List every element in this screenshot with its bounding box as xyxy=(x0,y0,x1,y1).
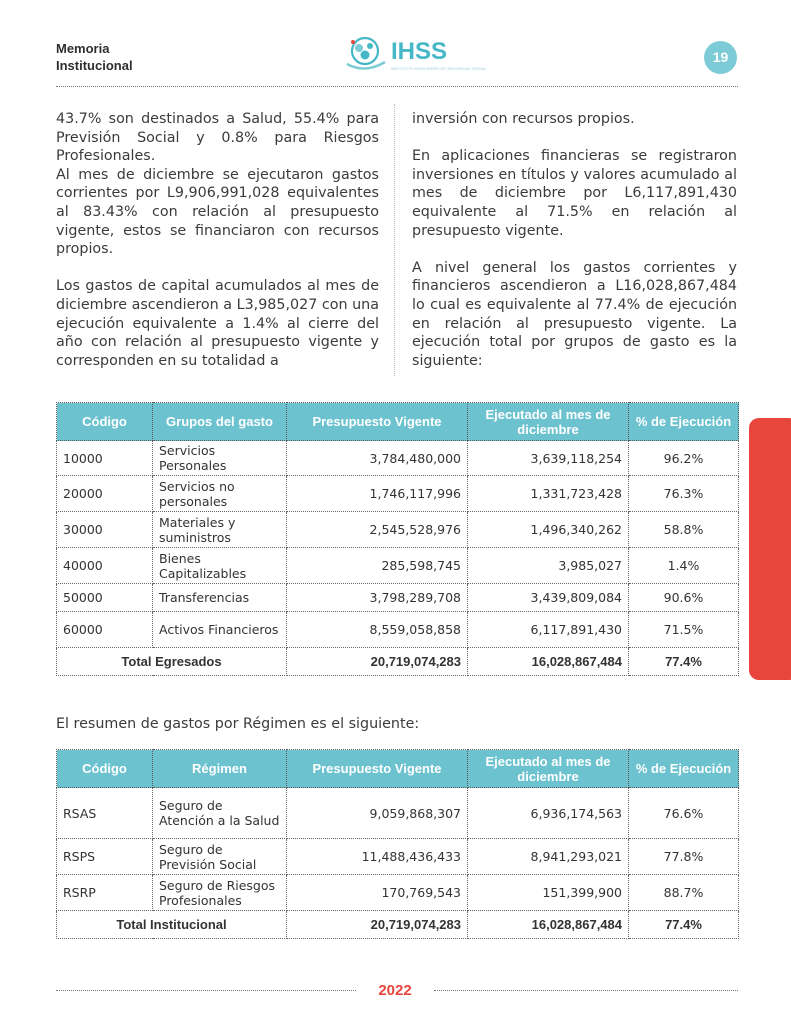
footer-divider-left xyxy=(56,990,356,991)
summary-intro: El resumen de gastos por Régimen es el siguiente: xyxy=(56,716,420,732)
table-header-row xyxy=(57,750,739,788)
regime-cell: Seguro de Riesgos Profesionales xyxy=(153,875,287,911)
percent-cell: 76.6% xyxy=(629,788,739,839)
table-row xyxy=(57,788,739,839)
executed-cell: 3,985,027 xyxy=(468,548,629,584)
budget-cell: 170,769,543 xyxy=(287,875,468,911)
paragraph: 43.7% son destinados a Salud, 55.4% para Previsión Social y 0.8% para Riesgos Profesionales. xyxy=(56,111,379,165)
ihss-emblem-icon xyxy=(343,34,389,74)
code-cell: RSPS xyxy=(57,839,153,875)
total-row xyxy=(57,911,739,939)
paragraph: A nivel general los gastos corrientes y financieros ascendieron a L16,028,867,484 lo cual es equivalente al 77.4% de ejecución en relación al presupuesto vigente. La ejecución total por grupos de gasto es la siguiente: xyxy=(412,259,737,369)
regime-cell: Seguro de Atención a la Salud xyxy=(153,788,287,839)
table-row xyxy=(57,512,739,548)
footer-year: 2022 xyxy=(378,982,412,999)
code-cell: 30000 xyxy=(57,512,153,548)
table-row xyxy=(57,584,739,612)
group-cell: Materiales y suministros xyxy=(153,512,287,548)
code-cell: 20000 xyxy=(57,476,153,512)
percent-cell: 88.7% xyxy=(629,875,739,911)
code-cell: 40000 xyxy=(57,548,153,584)
budget-cell: 1,746,117,996 xyxy=(287,476,468,512)
column-header: Régimen xyxy=(153,750,287,788)
paragraph: Al mes de diciembre se ejecutaron gastos corrientes por L9,906,991,028 equivalentes al 83.43% con relación al presupuesto vigente, estos se financiaron con recursos propios. xyxy=(56,166,379,258)
budget-cell: 3,798,289,708 xyxy=(287,584,468,612)
table-row xyxy=(57,548,739,584)
budget-cell: 285,598,745 xyxy=(287,548,468,584)
budget-cell: 2,545,528,976 xyxy=(287,512,468,548)
paragraph: inversión con recursos propios. xyxy=(412,111,635,127)
header-divider xyxy=(56,86,738,87)
percent-cell: 58.8% xyxy=(629,512,739,548)
executed-cell: 151,399,900 xyxy=(468,875,629,911)
code-cell: 60000 xyxy=(57,612,153,648)
table-row xyxy=(57,612,739,648)
table-row xyxy=(57,476,739,512)
paragraph: En aplicaciones financieras se registraron inversiones en títulos y valores acumulado al mes de diciembre por L6,117,891,430 equivalente al 71.5% en relación al presupuesto vigente. xyxy=(412,148,737,239)
document-title xyxy=(56,40,133,74)
regime-summary-table xyxy=(56,749,739,939)
table-header-row xyxy=(57,403,739,441)
group-cell: Activos Financieros xyxy=(153,612,287,648)
column-header: Código xyxy=(57,750,153,788)
code-cell: 50000 xyxy=(57,584,153,612)
right-text-column xyxy=(412,110,737,389)
total-percent: 77.4% xyxy=(629,648,739,676)
regime-cell: Seguro de Previsión Social xyxy=(153,839,287,875)
document-title-line2: Institucional xyxy=(56,58,133,73)
executed-cell: 1,331,723,428 xyxy=(468,476,629,512)
total-row xyxy=(57,648,739,676)
table-row xyxy=(57,441,739,476)
code-cell: RSRP xyxy=(57,875,153,911)
budget-cell: 8,559,058,858 xyxy=(287,612,468,648)
total-executed: 16,028,867,484 xyxy=(468,911,629,939)
budget-cell: 9,059,868,307 xyxy=(287,788,468,839)
executed-cell: 1,496,340,262 xyxy=(468,512,629,548)
total-percent: 77.4% xyxy=(629,911,739,939)
budget-cell: 11,488,436,433 xyxy=(287,839,468,875)
left-text-column xyxy=(56,110,379,389)
executed-cell: 8,941,293,021 xyxy=(468,839,629,875)
total-executed: 16,028,867,484 xyxy=(468,648,629,676)
column-divider xyxy=(394,104,395,376)
percent-cell: 71.5% xyxy=(629,612,739,648)
code-cell: 10000 xyxy=(57,441,153,476)
percent-cell: 96.2% xyxy=(629,441,739,476)
executed-cell: 3,639,118,254 xyxy=(468,441,629,476)
executed-cell: 6,117,891,430 xyxy=(468,612,629,648)
column-header: Grupos del gasto xyxy=(153,403,287,441)
column-header: Presupuesto Vigente xyxy=(287,750,468,788)
total-budget: 20,719,074,283 xyxy=(287,648,468,676)
group-cell: Servicios Personales xyxy=(153,441,287,476)
column-header: % de Ejecución xyxy=(629,750,739,788)
expense-groups-table xyxy=(56,402,739,676)
logo-subtext: INSTITUTO HONDUREÑO DE SEGURIDAD SOCIAL xyxy=(391,66,487,71)
total-label: Total Egresados xyxy=(57,648,287,676)
paragraph: Los gastos de capital acumulados al mes de diciembre ascendieron a L3,985,027 con una ejecución equivalente a 1.4% al cierre del año con relación al presupuesto vigente y corresponden en su totalidad a xyxy=(56,278,379,369)
group-cell: Servicios no personales xyxy=(153,476,287,512)
table-row xyxy=(57,875,739,911)
total-label: Total Institucional xyxy=(57,911,287,939)
executed-cell: 6,936,174,563 xyxy=(468,788,629,839)
logo-text: IHSS xyxy=(391,38,448,65)
percent-cell: 77.8% xyxy=(629,839,739,875)
percent-cell: 76.3% xyxy=(629,476,739,512)
side-accent-tab xyxy=(749,418,791,680)
code-cell: RSAS xyxy=(57,788,153,839)
group-cell: Transferencias xyxy=(153,584,287,612)
page-number-badge: 19 xyxy=(704,41,737,74)
document-title-line1: Memoria xyxy=(56,41,110,56)
column-header: % de Ejecución xyxy=(629,403,739,441)
group-cell: Bienes Capitalizables xyxy=(153,548,287,584)
total-budget: 20,719,074,283 xyxy=(287,911,468,939)
column-header: Ejecutado al mes de diciembre xyxy=(468,403,629,441)
percent-cell: 90.6% xyxy=(629,584,739,612)
column-header: Código xyxy=(57,403,153,441)
footer-divider-right xyxy=(434,990,738,991)
ihss-logo xyxy=(343,34,487,74)
column-header: Presupuesto Vigente xyxy=(287,403,468,441)
budget-cell: 3,784,480,000 xyxy=(287,441,468,476)
executed-cell: 3,439,809,084 xyxy=(468,584,629,612)
percent-cell: 1.4% xyxy=(629,548,739,584)
table-row xyxy=(57,839,739,875)
column-header: Ejecutado al mes de diciembre xyxy=(468,750,629,788)
